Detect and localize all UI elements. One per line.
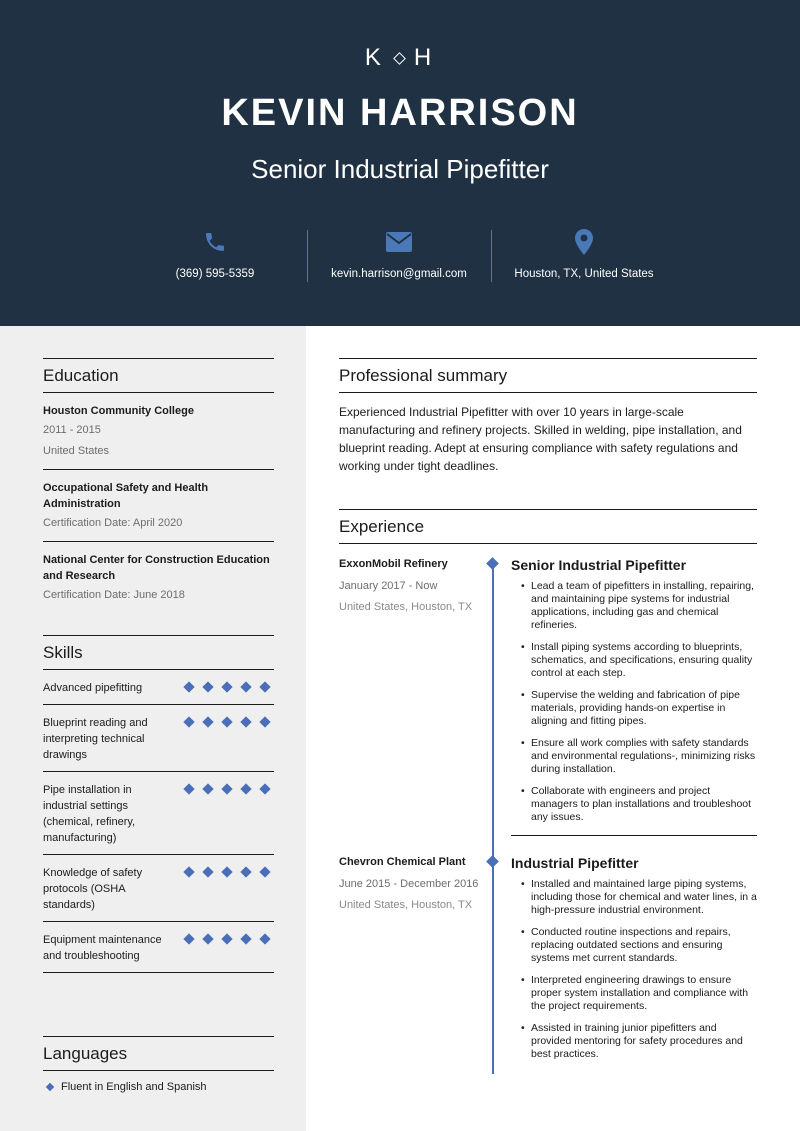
contact-divider [307,230,308,282]
skill-rating [185,865,274,913]
rating-diamond-icon [259,783,270,794]
rating-diamond-icon [202,866,213,877]
job-role: Industrial Pipefitter [511,855,639,871]
monogram-left: K [364,44,385,71]
rating-diamond-icon [221,933,232,944]
education-item [43,542,274,613]
job-dates: January 2017 - Now [339,580,438,592]
candidate-name: KEVIN HARRISON [221,92,579,134]
job-bullets [511,878,757,1061]
bullet-diamond-icon [46,1083,54,1091]
contact-location [499,228,669,280]
rating-diamond-icon [202,681,213,692]
job-divider [511,835,757,836]
job-bullet: • Assisted in training junior pipefitters and provided mentoring for safety procedures and best practices. [511,1022,757,1061]
resume-header [0,0,800,326]
education-section [43,358,274,613]
rating-diamond-icon [202,783,213,794]
company-name: Chevron Chemical Plant [339,856,466,868]
skill-row [43,922,274,973]
skill-rating [185,715,274,763]
job-location: United States, Houston, TX [339,601,473,613]
skill-name: Pipe installation in industrial settings (chemical, refinery, manufacturing) [43,784,136,844]
certification-date: Certification Date: April 2020 [43,517,183,529]
job-bullet: • Installed and maintained large piping systems, including those for chemical and water lines, in a high-pressure industrial environment. [511,878,757,917]
rating-diamond-icon [183,783,194,794]
education-dates: 2011 - 2015 [43,424,101,436]
company-name: ExxonMobil Refinery [339,558,448,570]
rating-diamond-icon [240,866,251,877]
rating-diamond-icon [202,716,213,727]
email-text[interactable]: kevin.harrison@gmail.com [331,268,467,280]
rating-diamond-icon [221,716,232,727]
envelope-icon [314,228,484,256]
job-location: United States, Houston, TX [339,899,473,911]
job-bullet: • Collaborate with engineers and project managers to plan installations and troubleshoot any issues. [511,785,757,824]
contact-email [314,228,484,280]
diamond-icon [393,52,406,65]
phone-icon [155,228,275,256]
contact-bar [0,228,800,284]
rating-diamond-icon [221,866,232,877]
job-dates: June 2015 - December 2016 [339,878,479,890]
summary-text: Experienced Industrial Pipefitter with over 10 years in large-scale manufacturing and refinery projects. Skilled in welding, pipe installation, and blueprint reading. Adept at ensuring compliance with safety regulations and working under tight deadlines. [339,405,742,473]
contact-phone [155,228,275,280]
rating-diamond-icon [183,933,194,944]
institution-name: Occupational Safety and Health Administration [43,482,209,510]
certification-date: Certification Date: June 2018 [43,589,185,601]
rating-diamond-icon [259,933,270,944]
rating-diamond-icon [259,866,270,877]
job-role: Senior Industrial Pipefitter [511,557,687,573]
rating-diamond-icon [240,783,251,794]
rating-diamond-icon [183,681,194,692]
skill-name: Blueprint reading and interpreting technical drawings [43,717,148,761]
language-text: Fluent in English and Spanish [61,1081,207,1093]
location-pin-icon [499,228,669,256]
rating-diamond-icon [183,866,194,877]
job-bullet: • Conducted routine inspections and repairs, replacing outdated sections and ensuring systems met current standards. [511,926,757,965]
section-heading: Skills [43,635,274,670]
skill-name: Advanced pipefitting [43,682,143,694]
institution-name: Houston Community College [43,405,194,417]
summary-section [339,358,757,475]
language-item [43,1071,274,1093]
location-text: Houston, TX, United States [514,268,654,280]
rating-diamond-icon [183,716,194,727]
monogram-right: H [413,44,436,71]
monogram [0,44,800,72]
education-item [43,393,274,470]
rating-diamond-icon [221,783,232,794]
job-bullet: • Supervise the welding and fabrication of pipe materials, providing hands-on expertise in aligning and fitting pipes. [511,689,757,728]
experience-timeline [339,556,757,1070]
job-bullet: • Interpreted engineering drawings to ensure proper system installation and compliance with the project requirements. [511,974,757,1013]
candidate-title: Senior Industrial Pipefitter [251,154,549,184]
job-bullets [511,580,757,824]
rating-diamond-icon [240,681,251,692]
skill-name: Equipment maintenance and troubleshooting [43,934,162,962]
rating-diamond-icon [240,716,251,727]
job-bullet: • Ensure all work complies with safety standards and environmental regulations-, minimizing risks during installation. [511,737,757,776]
education-item [43,470,274,542]
skill-row [43,772,274,855]
education-location: United States [43,445,110,457]
job-bullet: • Install piping systems according to blueprints, schematics, and specifications, ensuring quality control at each step. [511,641,757,680]
job-entry [339,556,757,833]
skills-section [43,635,274,973]
section-heading: Education [43,358,274,393]
skill-row [43,855,274,922]
skill-row [43,670,274,705]
rating-diamond-icon [221,681,232,692]
contact-divider [491,230,492,282]
skill-rating [185,932,274,964]
rating-diamond-icon [259,681,270,692]
phone-text[interactable]: (369) 595-5359 [175,268,255,280]
rating-diamond-icon [202,933,213,944]
rating-diamond-icon [240,933,251,944]
skill-rating [185,680,274,696]
section-heading: Experience [339,509,757,544]
skill-row [43,705,274,772]
job-bullet: • Lead a team of pipefitters in installing, repairing, and maintaining pipe systems for industrial applications, including gas and chemical refineries. [511,580,757,632]
experience-section [339,509,757,1070]
languages-section [43,1036,274,1093]
rating-diamond-icon [259,716,270,727]
section-heading: Professional summary [339,358,757,393]
section-heading: Languages [43,1036,274,1071]
institution-name: National Center for Construction Education and Research [43,554,270,582]
skill-name: Knowledge of safety protocols (OSHA standards) [43,867,143,911]
job-entry [339,854,757,1070]
skill-rating [185,782,274,846]
